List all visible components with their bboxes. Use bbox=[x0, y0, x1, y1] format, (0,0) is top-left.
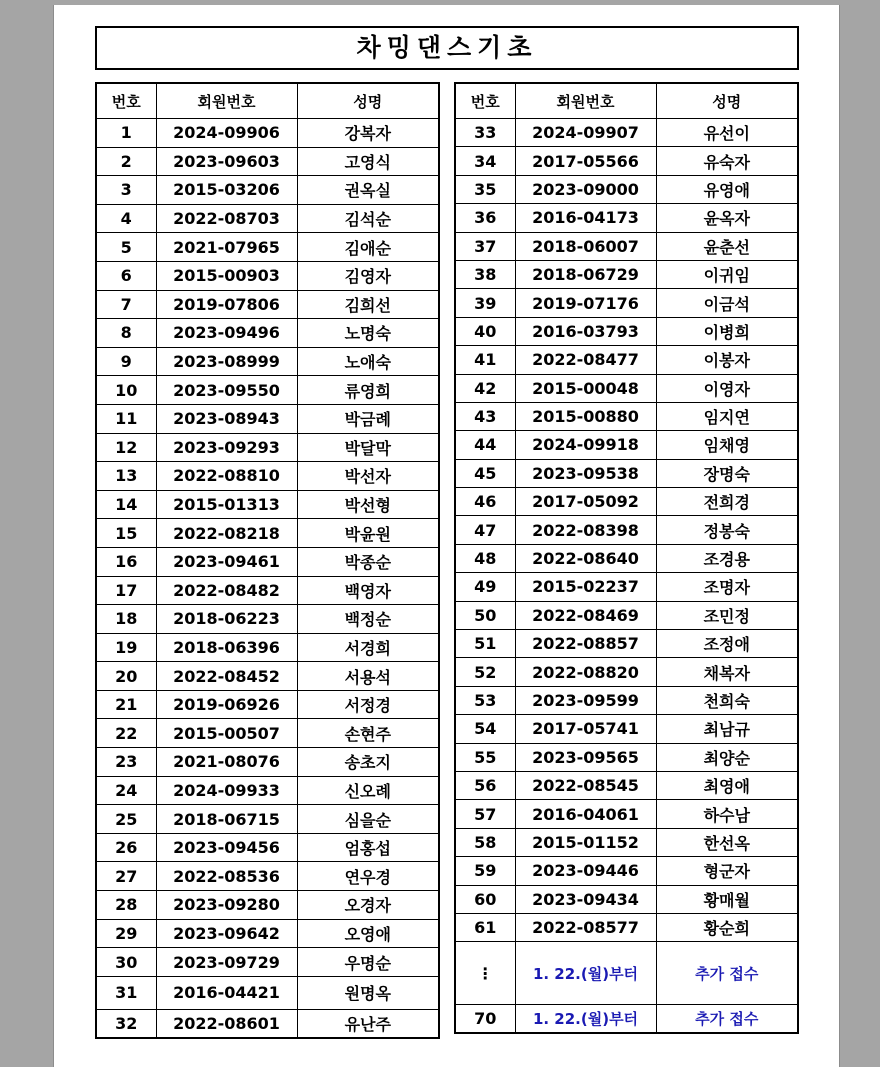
table-row bbox=[455, 1005, 798, 1033]
member-id: 2024-09933 bbox=[156, 776, 297, 805]
member-name: 오경자 bbox=[297, 891, 439, 920]
table-row bbox=[96, 805, 439, 834]
row-number: 46 bbox=[455, 488, 515, 516]
row-number: 42 bbox=[455, 374, 515, 402]
member-id: 2023-09434 bbox=[515, 885, 656, 913]
row-number: 57 bbox=[455, 800, 515, 828]
member-id: 1. 22.(월)부터 bbox=[515, 942, 656, 1005]
member-name: 엄홍섭 bbox=[297, 833, 439, 862]
header-name: 성명 bbox=[297, 83, 439, 119]
member-name: 최남규 bbox=[656, 715, 798, 743]
row-number: 51 bbox=[455, 630, 515, 658]
header-member-id: 회원번호 bbox=[156, 83, 297, 119]
member-id: 2015-00880 bbox=[515, 402, 656, 430]
member-name: 박윤원 bbox=[297, 519, 439, 548]
member-id: 2023-08943 bbox=[156, 404, 297, 433]
member-name: 류영희 bbox=[297, 376, 439, 405]
table-row bbox=[96, 891, 439, 920]
member-id: 2019-06926 bbox=[156, 690, 297, 719]
member-name: 서정경 bbox=[297, 690, 439, 719]
member-id: 2022-08452 bbox=[156, 662, 297, 691]
table-row bbox=[455, 601, 798, 629]
row-number: 14 bbox=[96, 490, 156, 519]
member-name: 김희선 bbox=[297, 290, 439, 319]
table-row bbox=[455, 431, 798, 459]
member-name: 박선형 bbox=[297, 490, 439, 519]
member-name: 박달막 bbox=[297, 433, 439, 462]
row-number: 40 bbox=[455, 317, 515, 345]
roster-table-right bbox=[454, 82, 799, 1034]
member-id: 2017-05566 bbox=[515, 147, 656, 175]
table-row bbox=[455, 630, 798, 658]
member-name: 서용석 bbox=[297, 662, 439, 691]
table-row bbox=[455, 317, 798, 345]
member-id: 2023-09565 bbox=[515, 743, 656, 771]
row-number: 54 bbox=[455, 715, 515, 743]
member-name: 송초지 bbox=[297, 748, 439, 777]
header-member-id: 회원번호 bbox=[515, 83, 656, 119]
member-id: 2023-08999 bbox=[156, 347, 297, 376]
row-number: 5 bbox=[96, 233, 156, 262]
table-row bbox=[96, 633, 439, 662]
row-number: 56 bbox=[455, 771, 515, 799]
row-number: 41 bbox=[455, 346, 515, 374]
member-id: 2017-05092 bbox=[515, 488, 656, 516]
member-name: 서경희 bbox=[297, 633, 439, 662]
table-row bbox=[96, 748, 439, 777]
member-name: 오영애 bbox=[297, 919, 439, 948]
member-id: 2015-01313 bbox=[156, 490, 297, 519]
member-id: 2015-00048 bbox=[515, 374, 656, 402]
row-number: 36 bbox=[455, 204, 515, 232]
row-number: 60 bbox=[455, 885, 515, 913]
member-name: 김애순 bbox=[297, 233, 439, 262]
table-row bbox=[455, 715, 798, 743]
row-number: 17 bbox=[96, 576, 156, 605]
row-number: 33 bbox=[455, 119, 515, 147]
table-row bbox=[455, 488, 798, 516]
member-name: 원명옥 bbox=[297, 976, 439, 1009]
row-number: 58 bbox=[455, 828, 515, 856]
table-row bbox=[455, 544, 798, 572]
row-number: 32 bbox=[96, 1009, 156, 1038]
table-row bbox=[96, 433, 439, 462]
member-id: 2022-08820 bbox=[515, 658, 656, 686]
member-name: 김영자 bbox=[297, 261, 439, 290]
member-name: 신오례 bbox=[297, 776, 439, 805]
member-name: 최영애 bbox=[656, 771, 798, 799]
member-name: 노애숙 bbox=[297, 347, 439, 376]
member-name: 조명자 bbox=[656, 573, 798, 601]
table-row bbox=[455, 232, 798, 260]
member-id: 2021-08076 bbox=[156, 748, 297, 777]
member-name: 형군자 bbox=[656, 857, 798, 885]
member-id: 2021-07965 bbox=[156, 233, 297, 262]
table-row bbox=[96, 404, 439, 433]
table-row bbox=[455, 771, 798, 799]
row-number: 6 bbox=[96, 261, 156, 290]
row-number: 38 bbox=[455, 260, 515, 288]
table-row bbox=[455, 516, 798, 544]
table-header-row bbox=[96, 83, 439, 119]
member-name: 천희숙 bbox=[656, 686, 798, 714]
member-name: 추가 접수 bbox=[656, 1005, 798, 1033]
row-number: 21 bbox=[96, 690, 156, 719]
header-name: 성명 bbox=[656, 83, 798, 119]
table-row bbox=[96, 147, 439, 176]
member-id: 2024-09907 bbox=[515, 119, 656, 147]
table-row bbox=[455, 828, 798, 856]
member-id: 2022-08545 bbox=[515, 771, 656, 799]
member-name: 유선이 bbox=[656, 119, 798, 147]
member-id: 2022-08536 bbox=[156, 862, 297, 891]
member-name: 최양순 bbox=[656, 743, 798, 771]
member-name: 박금례 bbox=[297, 404, 439, 433]
member-id: 2018-06007 bbox=[515, 232, 656, 260]
member-id: 2016-04421 bbox=[156, 976, 297, 1009]
document-page bbox=[53, 5, 840, 1067]
member-name: 추가 접수 bbox=[656, 942, 798, 1005]
member-id: 1. 22.(월)부터 bbox=[515, 1005, 656, 1033]
table-row bbox=[96, 690, 439, 719]
table-row bbox=[455, 913, 798, 941]
member-name: 박종순 bbox=[297, 547, 439, 576]
member-id: 2016-04061 bbox=[515, 800, 656, 828]
row-number: 27 bbox=[96, 862, 156, 891]
member-id: 2023-09603 bbox=[156, 147, 297, 176]
member-name: 이병희 bbox=[656, 317, 798, 345]
member-id: 2024-09918 bbox=[515, 431, 656, 459]
member-name: 강복자 bbox=[297, 119, 439, 148]
member-id: 2023-09280 bbox=[156, 891, 297, 920]
member-name: 권옥실 bbox=[297, 176, 439, 205]
member-id: 2023-09550 bbox=[156, 376, 297, 405]
table-row bbox=[96, 776, 439, 805]
row-number: 35 bbox=[455, 175, 515, 203]
table-row bbox=[96, 119, 439, 148]
member-id: 2015-00903 bbox=[156, 261, 297, 290]
member-name: 하수남 bbox=[656, 800, 798, 828]
row-number: 52 bbox=[455, 658, 515, 686]
row-number: 22 bbox=[96, 719, 156, 748]
member-name: 정봉숙 bbox=[656, 516, 798, 544]
table-row bbox=[96, 919, 439, 948]
member-name: 이귀임 bbox=[656, 260, 798, 288]
row-number: 37 bbox=[455, 232, 515, 260]
row-number: ⋮ bbox=[455, 942, 515, 1005]
row-number: 2 bbox=[96, 147, 156, 176]
row-number: 55 bbox=[455, 743, 515, 771]
row-number: 50 bbox=[455, 601, 515, 629]
member-name: 조경용 bbox=[656, 544, 798, 572]
member-name: 유영애 bbox=[656, 175, 798, 203]
member-id: 2015-00507 bbox=[156, 719, 297, 748]
table-row bbox=[96, 376, 439, 405]
member-name: 윤춘선 bbox=[656, 232, 798, 260]
row-number: 20 bbox=[96, 662, 156, 691]
table-row bbox=[96, 605, 439, 634]
table-row bbox=[455, 260, 798, 288]
table-row bbox=[96, 176, 439, 205]
member-name: 황매월 bbox=[656, 885, 798, 913]
table-row bbox=[455, 204, 798, 232]
member-id: 2022-08703 bbox=[156, 204, 297, 233]
table-row bbox=[455, 942, 798, 1005]
member-name: 이금석 bbox=[656, 289, 798, 317]
member-id: 2022-08398 bbox=[515, 516, 656, 544]
row-number: 11 bbox=[96, 404, 156, 433]
member-name: 손현주 bbox=[297, 719, 439, 748]
table-row bbox=[455, 346, 798, 374]
member-name: 임채영 bbox=[656, 431, 798, 459]
row-number: 26 bbox=[96, 833, 156, 862]
table-row bbox=[96, 662, 439, 691]
member-name: 윤옥자 bbox=[656, 204, 798, 232]
member-name: 백정순 bbox=[297, 605, 439, 634]
row-number: 29 bbox=[96, 919, 156, 948]
table-row bbox=[455, 147, 798, 175]
table-header-row bbox=[455, 83, 798, 119]
row-number: 47 bbox=[455, 516, 515, 544]
table-row bbox=[455, 289, 798, 317]
table-row bbox=[96, 719, 439, 748]
row-number: 4 bbox=[96, 204, 156, 233]
table-row bbox=[455, 402, 798, 430]
member-name: 이영자 bbox=[656, 374, 798, 402]
member-id: 2023-09456 bbox=[156, 833, 297, 862]
member-id: 2023-09461 bbox=[156, 547, 297, 576]
member-name: 전희경 bbox=[656, 488, 798, 516]
member-id: 2015-01152 bbox=[515, 828, 656, 856]
member-name: 유난주 bbox=[297, 1009, 439, 1038]
member-id: 2023-09538 bbox=[515, 459, 656, 487]
member-id: 2016-04173 bbox=[515, 204, 656, 232]
row-number: 24 bbox=[96, 776, 156, 805]
row-number: 25 bbox=[96, 805, 156, 834]
table-row bbox=[96, 204, 439, 233]
member-id: 2022-08477 bbox=[515, 346, 656, 374]
member-name: 고영식 bbox=[297, 147, 439, 176]
member-id: 2023-09496 bbox=[156, 319, 297, 348]
table-row bbox=[455, 374, 798, 402]
row-number: 53 bbox=[455, 686, 515, 714]
member-name: 장명숙 bbox=[656, 459, 798, 487]
table-row bbox=[96, 519, 439, 548]
row-number: 48 bbox=[455, 544, 515, 572]
roster-table-left bbox=[95, 82, 440, 1039]
row-number: 3 bbox=[96, 176, 156, 205]
table-row bbox=[455, 459, 798, 487]
member-id: 2023-09599 bbox=[515, 686, 656, 714]
row-number: 31 bbox=[96, 976, 156, 1009]
table-row bbox=[96, 976, 439, 1009]
table-row bbox=[96, 490, 439, 519]
row-number: 12 bbox=[96, 433, 156, 462]
row-number: 61 bbox=[455, 913, 515, 941]
member-name: 조민정 bbox=[656, 601, 798, 629]
table-row bbox=[455, 800, 798, 828]
table-row bbox=[96, 261, 439, 290]
row-number: 44 bbox=[455, 431, 515, 459]
member-name: 박선자 bbox=[297, 462, 439, 491]
member-name: 유숙자 bbox=[656, 147, 798, 175]
member-id: 2023-09000 bbox=[515, 175, 656, 203]
member-name: 김석순 bbox=[297, 204, 439, 233]
member-id: 2015-03206 bbox=[156, 176, 297, 205]
header-num: 번호 bbox=[455, 83, 515, 119]
table-row bbox=[96, 547, 439, 576]
row-number: 1 bbox=[96, 119, 156, 148]
row-number: 15 bbox=[96, 519, 156, 548]
table-row bbox=[96, 290, 439, 319]
table-row bbox=[96, 233, 439, 262]
member-id: 2019-07806 bbox=[156, 290, 297, 319]
member-name: 임지연 bbox=[656, 402, 798, 430]
member-name: 채복자 bbox=[656, 658, 798, 686]
table-row bbox=[96, 576, 439, 605]
table-row bbox=[455, 743, 798, 771]
member-id: 2022-08810 bbox=[156, 462, 297, 491]
member-id: 2018-06223 bbox=[156, 605, 297, 634]
member-id: 2022-08857 bbox=[515, 630, 656, 658]
member-name: 이봉자 bbox=[656, 346, 798, 374]
table-row bbox=[96, 347, 439, 376]
member-id: 2023-09729 bbox=[156, 948, 297, 977]
table-row bbox=[455, 175, 798, 203]
table-row bbox=[96, 862, 439, 891]
row-number: 34 bbox=[455, 147, 515, 175]
member-name: 백영자 bbox=[297, 576, 439, 605]
row-number: 39 bbox=[455, 289, 515, 317]
table-row bbox=[455, 885, 798, 913]
member-id: 2018-06715 bbox=[156, 805, 297, 834]
member-id: 2022-08218 bbox=[156, 519, 297, 548]
row-number: 45 bbox=[455, 459, 515, 487]
row-number: 43 bbox=[455, 402, 515, 430]
member-id: 2024-09906 bbox=[156, 119, 297, 148]
member-id: 2022-08482 bbox=[156, 576, 297, 605]
member-id: 2018-06729 bbox=[515, 260, 656, 288]
row-number: 10 bbox=[96, 376, 156, 405]
table-row bbox=[455, 686, 798, 714]
member-id: 2022-08601 bbox=[156, 1009, 297, 1038]
member-id: 2018-06396 bbox=[156, 633, 297, 662]
table-row bbox=[96, 462, 439, 491]
member-name: 조정애 bbox=[656, 630, 798, 658]
row-number: 28 bbox=[96, 891, 156, 920]
row-number: 8 bbox=[96, 319, 156, 348]
table-row bbox=[455, 857, 798, 885]
table-row bbox=[455, 119, 798, 147]
row-number: 59 bbox=[455, 857, 515, 885]
row-number: 9 bbox=[96, 347, 156, 376]
row-number: 7 bbox=[96, 290, 156, 319]
row-number: 13 bbox=[96, 462, 156, 491]
member-id: 2019-07176 bbox=[515, 289, 656, 317]
member-name: 연우경 bbox=[297, 862, 439, 891]
member-name: 노명숙 bbox=[297, 319, 439, 348]
table-row bbox=[96, 948, 439, 977]
table-row bbox=[96, 319, 439, 348]
member-id: 2022-08577 bbox=[515, 913, 656, 941]
member-id: 2023-09446 bbox=[515, 857, 656, 885]
member-name: 심을순 bbox=[297, 805, 439, 834]
member-id: 2017-05741 bbox=[515, 715, 656, 743]
table-row bbox=[455, 573, 798, 601]
row-number: 23 bbox=[96, 748, 156, 777]
member-name: 우명순 bbox=[297, 948, 439, 977]
row-number: 19 bbox=[96, 633, 156, 662]
member-name: 황순희 bbox=[656, 913, 798, 941]
header-num: 번호 bbox=[96, 83, 156, 119]
table-row bbox=[96, 833, 439, 862]
row-number: 49 bbox=[455, 573, 515, 601]
member-id: 2023-09642 bbox=[156, 919, 297, 948]
table-row bbox=[96, 1009, 439, 1038]
row-number: 18 bbox=[96, 605, 156, 634]
member-id: 2015-02237 bbox=[515, 573, 656, 601]
table-row bbox=[455, 658, 798, 686]
member-id: 2022-08469 bbox=[515, 601, 656, 629]
member-id: 2023-09293 bbox=[156, 433, 297, 462]
row-number: 70 bbox=[455, 1005, 515, 1033]
page-title: 차밍댄스기초 bbox=[95, 26, 799, 70]
row-number: 30 bbox=[96, 948, 156, 977]
member-id: 2016-03793 bbox=[515, 317, 656, 345]
member-name: 한선옥 bbox=[656, 828, 798, 856]
member-id: 2022-08640 bbox=[515, 544, 656, 572]
row-number: 16 bbox=[96, 547, 156, 576]
